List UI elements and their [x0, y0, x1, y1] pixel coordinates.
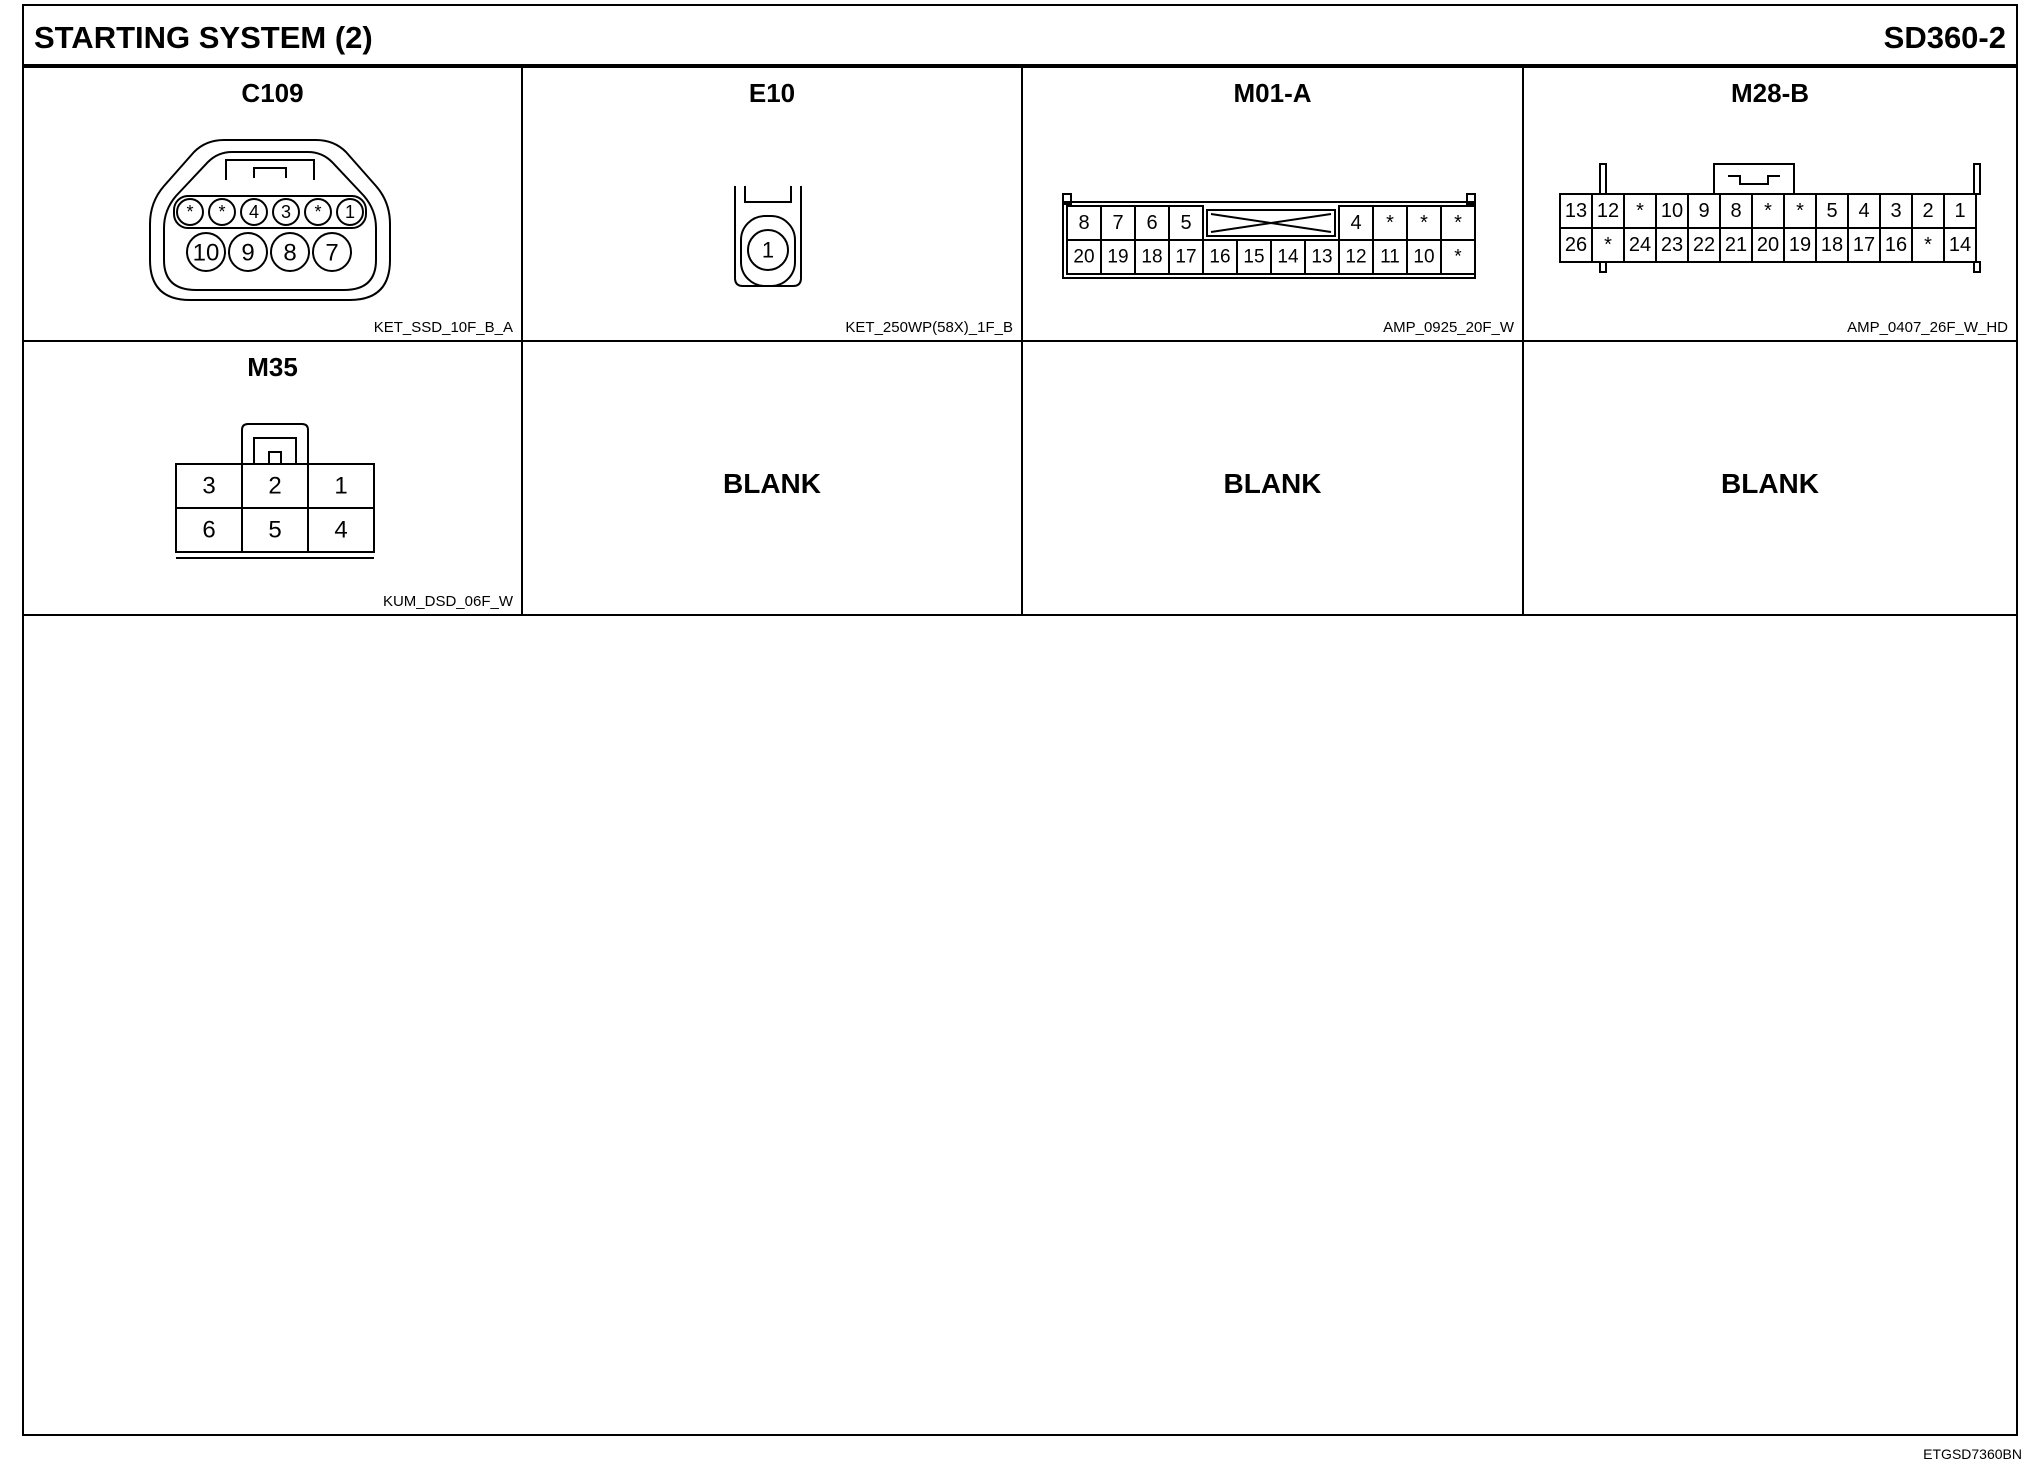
pin-label: 3 [280, 202, 292, 222]
blank-label: BLANK [1721, 468, 1819, 499]
locking-tab [254, 168, 286, 178]
pin-label: 5 [1826, 200, 1838, 222]
pin-label: * [1454, 246, 1462, 268]
housing-outline [1600, 164, 1606, 194]
pin-label: 4 [334, 516, 348, 544]
locking-tab [1714, 164, 1794, 194]
pin-label: 16 [1209, 246, 1231, 268]
pin-label: 14 [1277, 246, 1299, 268]
connector-name: M01-A [1233, 78, 1312, 108]
connector-cell-m28b [1524, 68, 2016, 342]
pin-label: 4 [1858, 200, 1870, 222]
diagram-frame [22, 4, 2018, 1436]
locking-tab [242, 424, 308, 464]
pin-label: * [1636, 200, 1644, 222]
pin-label: 12 [1345, 246, 1367, 268]
connector-part-number: KET_SSD_10F_B_A [373, 319, 513, 336]
pin-label: 19 [1788, 234, 1812, 256]
pin-label: 4 [1350, 212, 1362, 234]
pin-label: 24 [1628, 234, 1652, 256]
pin-label: 19 [1107, 246, 1129, 268]
locking-tab [226, 160, 314, 180]
pin-label: 7 [325, 239, 339, 267]
pin-label: * [314, 202, 322, 222]
connector-m35-diagram [24, 342, 523, 616]
pin-label: 2 [268, 472, 282, 500]
pin-label: 10 [192, 239, 220, 267]
connector-part-number: AMP_0407_26F_W_HD [1847, 319, 2008, 336]
connector-cell-m01a [1023, 68, 1524, 342]
pin-label: 17 [1852, 234, 1876, 256]
pin-label: 14 [1948, 234, 1972, 256]
pin-label: 1 [334, 472, 348, 500]
pin-label: 13 [1311, 246, 1333, 268]
keyway [1211, 214, 1331, 232]
pin-label: 2 [1922, 200, 1934, 222]
housing-outline [1974, 262, 1980, 272]
connector-c109-diagram [24, 68, 523, 342]
pin-label: 1 [344, 202, 356, 222]
pin-label: 3 [1890, 200, 1902, 222]
connector-part-number: KET_250WP(58X)_1F_B [845, 319, 1013, 336]
pin-label: * [1924, 234, 1932, 256]
pin-label: 8 [1078, 212, 1090, 234]
pin-label: 3 [202, 472, 216, 500]
blank-cell [1524, 342, 2016, 616]
blank-label: BLANK [1223, 468, 1322, 499]
pin-label: 23 [1660, 234, 1684, 256]
locking-tab [269, 452, 281, 464]
connector-cell-m35 [24, 342, 523, 616]
connector-m28b-diagram [1524, 68, 2016, 342]
pin-label: 12 [1596, 200, 1620, 222]
pin-label: * [1764, 200, 1772, 222]
pin-label: 4 [248, 202, 260, 222]
pin-label: 1 [761, 237, 775, 263]
pin-label: 10 [1660, 200, 1684, 222]
pin-label: 21 [1724, 234, 1748, 256]
pin-label: * [1604, 234, 1612, 256]
connector-name: C109 [241, 78, 304, 108]
pin-label: 1 [1954, 200, 1966, 222]
pin-label: 10 [1413, 246, 1435, 268]
locking-tab [1728, 176, 1780, 184]
header [24, 6, 2016, 68]
page-title: STARTING SYSTEM (2) [34, 20, 373, 55]
connector-part-number: KUM_DSD_06F_W [382, 593, 513, 610]
section-code: SD360-2 [1883, 20, 2006, 55]
pin-label: 15 [1243, 246, 1265, 268]
connector-name: M35 [247, 352, 298, 382]
pin-label: 17 [1175, 246, 1197, 268]
connector-e10-diagram [523, 68, 1023, 342]
locking-tab [745, 186, 791, 202]
connector-name: M28-B [1730, 78, 1809, 108]
connector-cell-c109 [24, 68, 523, 342]
connector-name: E10 [748, 78, 796, 108]
connector-part-number: AMP_0925_20F_W [1383, 319, 1514, 336]
pin-label: 8 [283, 239, 297, 267]
figure-id: ETGSD7360BN [1923, 1446, 2022, 1462]
pin-label: 6 [1146, 212, 1158, 234]
pin-label: * [218, 202, 226, 222]
pin-label: * [1386, 212, 1394, 234]
pin-label: * [1454, 212, 1462, 234]
pin-label: 8 [1730, 200, 1742, 222]
pin-label: * [1420, 212, 1428, 234]
pin-label: 18 [1820, 234, 1844, 256]
pin-label: 18 [1141, 246, 1163, 268]
blank-label: BLANK [723, 468, 821, 499]
pin-label: * [186, 202, 194, 222]
pin-label: 5 [1180, 212, 1192, 234]
connector-cell-e10 [523, 68, 1023, 342]
pin-label: 9 [241, 239, 255, 267]
pin-label: 5 [268, 516, 282, 544]
pin-label: 6 [202, 516, 216, 544]
pin-label: 7 [1112, 212, 1124, 234]
housing-outline [1600, 262, 1606, 272]
pin-label: 16 [1884, 234, 1908, 256]
pin-label: 26 [1564, 234, 1588, 256]
housing-outline [1974, 164, 1980, 194]
pin-label: 20 [1073, 246, 1095, 268]
pin-label: 9 [1698, 200, 1710, 222]
pin-label: 11 [1380, 246, 1400, 268]
blank-cell [1023, 342, 1524, 616]
pin-label: 22 [1692, 234, 1716, 256]
blank-cell [523, 342, 1023, 616]
pin-label: 20 [1756, 234, 1780, 256]
connector-m01a-diagram [1023, 68, 1524, 342]
pin-label: * [1796, 200, 1804, 222]
pin-label: 13 [1564, 200, 1588, 222]
